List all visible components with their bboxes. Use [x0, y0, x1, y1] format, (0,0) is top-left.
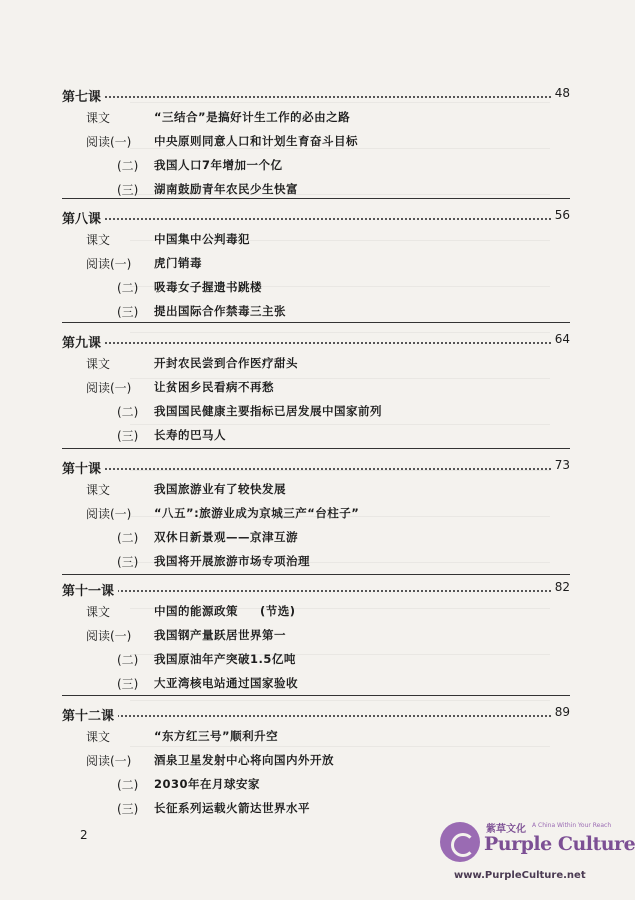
entry-label: 阅读(一)	[86, 135, 132, 149]
entry-label: (三)	[117, 802, 139, 816]
entry-label: (二)	[117, 159, 139, 173]
logo-seal-icon	[440, 822, 480, 862]
entry-title: 开封农民尝到合作医疗甜头	[154, 356, 298, 370]
lesson-title: 第九课	[62, 332, 105, 351]
toc-entry	[62, 376, 570, 400]
lesson-heading	[62, 705, 570, 725]
lesson-heading	[62, 86, 570, 106]
lesson-page-number: 56	[551, 208, 570, 222]
toc-entry	[62, 502, 570, 526]
logo-chinese-name: 紫草文化	[486, 824, 526, 835]
entry-label: (二)	[117, 531, 139, 545]
section-divider	[62, 695, 570, 696]
entry-title: 中国集中公判毒犯	[154, 232, 250, 246]
toc-entry	[62, 252, 570, 276]
section-divider	[62, 448, 570, 449]
dot-leader	[62, 218, 570, 220]
toc-entry	[62, 154, 570, 178]
entry-label: 课文	[86, 357, 111, 371]
lesson-9	[62, 332, 570, 448]
lesson-page-number: 82	[551, 580, 570, 594]
toc-entry	[62, 600, 570, 624]
entry-title: 双休日新景观——京津互游	[154, 530, 298, 544]
entry-title: 我国原油年产突破1.5亿吨	[154, 652, 296, 666]
toc-entry	[62, 130, 570, 154]
toc-entry	[62, 300, 570, 324]
lesson-title: 第十课	[62, 458, 105, 477]
toc-entry	[62, 400, 570, 424]
entry-title: 我国国民健康主要指标已居发展中国家前列	[154, 404, 382, 418]
lesson-title: 第十一课	[62, 580, 118, 599]
section-divider	[62, 198, 570, 199]
entry-title: 虎门销毒	[154, 256, 202, 270]
dot-leader	[62, 468, 570, 470]
lesson-heading	[62, 332, 570, 352]
entry-label: (三)	[117, 183, 139, 197]
toc-entry	[62, 648, 570, 672]
toc-entry	[62, 424, 570, 448]
dot-leader	[62, 342, 570, 344]
entry-label: 阅读(一)	[86, 754, 132, 768]
entry-label: 课文	[86, 730, 111, 744]
entry-label: 阅读(一)	[86, 257, 132, 271]
page-folio: 2	[80, 828, 88, 842]
entry-label: (三)	[117, 555, 139, 569]
entry-label: (二)	[117, 778, 139, 792]
entry-label: (三)	[117, 429, 139, 443]
entry-title: 2030年在月球安家	[154, 777, 261, 791]
lesson-7	[62, 86, 570, 202]
entry-label: (二)	[117, 281, 139, 295]
lesson-12	[62, 705, 570, 821]
toc-entry	[62, 352, 570, 376]
entry-title: 我国旅游业有了较快发展	[154, 482, 286, 496]
toc-entry	[62, 106, 570, 130]
entry-title: 中央原则同意人口和计划生育奋斗目标	[154, 134, 358, 148]
section-divider	[62, 574, 570, 575]
lesson-8	[62, 208, 570, 324]
lesson-page-number: 89	[551, 705, 570, 719]
entry-title	[154, 603, 296, 619]
entry-title: 大亚湾核电站通过国家验收	[154, 676, 298, 690]
lesson-title: 第八课	[62, 208, 105, 227]
entry-label: 课文	[86, 111, 111, 125]
lesson-heading	[62, 208, 570, 228]
lesson-page-number: 48	[551, 86, 570, 100]
toc-entry	[62, 749, 570, 773]
lesson-title: 第十二课	[62, 705, 118, 724]
purple-culture-watermark	[440, 818, 635, 896]
entry-label: 课文	[86, 605, 111, 619]
toc-entry	[62, 228, 570, 252]
entry-title: “八五”:旅游业成为京城三产“台柱子”	[154, 506, 360, 520]
toc-entry	[62, 672, 570, 696]
logo-brand-name: Purple Culture	[484, 833, 635, 855]
toc-entry	[62, 478, 570, 502]
entry-title: 湖南鼓励青年农民少生快富	[154, 182, 298, 196]
dot-leader	[62, 590, 570, 592]
toc-entry	[62, 526, 570, 550]
dot-leader	[62, 715, 570, 717]
entry-title: 我国将开展旅游市场专项治理	[154, 554, 310, 568]
toc-entry	[62, 550, 570, 574]
entry-label: 阅读(一)	[86, 381, 132, 395]
toc-entry	[62, 276, 570, 300]
entry-note: (节选)	[260, 604, 296, 618]
entry-title: 我国钢产量跃居世界第一	[154, 628, 286, 642]
entry-title: 吸毒女子握遗书跳楼	[154, 280, 262, 294]
entry-label: 阅读(一)	[86, 507, 132, 521]
toc-entry	[62, 725, 570, 749]
entry-label: (二)	[117, 653, 139, 667]
entry-label: 课文	[86, 483, 111, 497]
toc-entry	[62, 624, 570, 648]
dot-leader	[62, 96, 570, 98]
lesson-heading	[62, 580, 570, 600]
entry-label: 课文	[86, 233, 111, 247]
entry-title: “三结合”是搞好计生工作的必由之路	[154, 110, 351, 124]
entry-title-text: 中国的能源政策	[154, 604, 238, 618]
logo-url: www.PurpleCulture.net	[454, 870, 586, 881]
entry-title: 提出国际合作禁毒三主张	[154, 304, 286, 318]
entry-label: (三)	[117, 305, 139, 319]
lesson-title: 第七课	[62, 86, 105, 105]
entry-title: 让贫困乡民看病不再愁	[154, 380, 274, 394]
entry-title: 酒泉卫星发射中心将向国内外开放	[154, 753, 334, 767]
lesson-heading	[62, 458, 570, 478]
entry-label: 阅读(一)	[86, 629, 132, 643]
lesson-11	[62, 580, 570, 696]
lesson-page-number: 64	[551, 332, 570, 346]
entry-label: (三)	[117, 677, 139, 691]
toc-entry	[62, 773, 570, 797]
lesson-10	[62, 458, 570, 574]
entry-title: “东方红三号”顺利升空	[154, 729, 279, 743]
lesson-page-number: 73	[551, 458, 570, 472]
entry-label: (二)	[117, 405, 139, 419]
entry-title: 我国人口7年增加一个亿	[154, 158, 283, 172]
entry-title: 长征系列运载火箭达世界水平	[154, 801, 310, 815]
section-divider	[62, 322, 570, 323]
logo-tagline: A China Within Your Reach	[532, 822, 612, 829]
entry-title: 长寿的巴马人	[154, 428, 226, 442]
